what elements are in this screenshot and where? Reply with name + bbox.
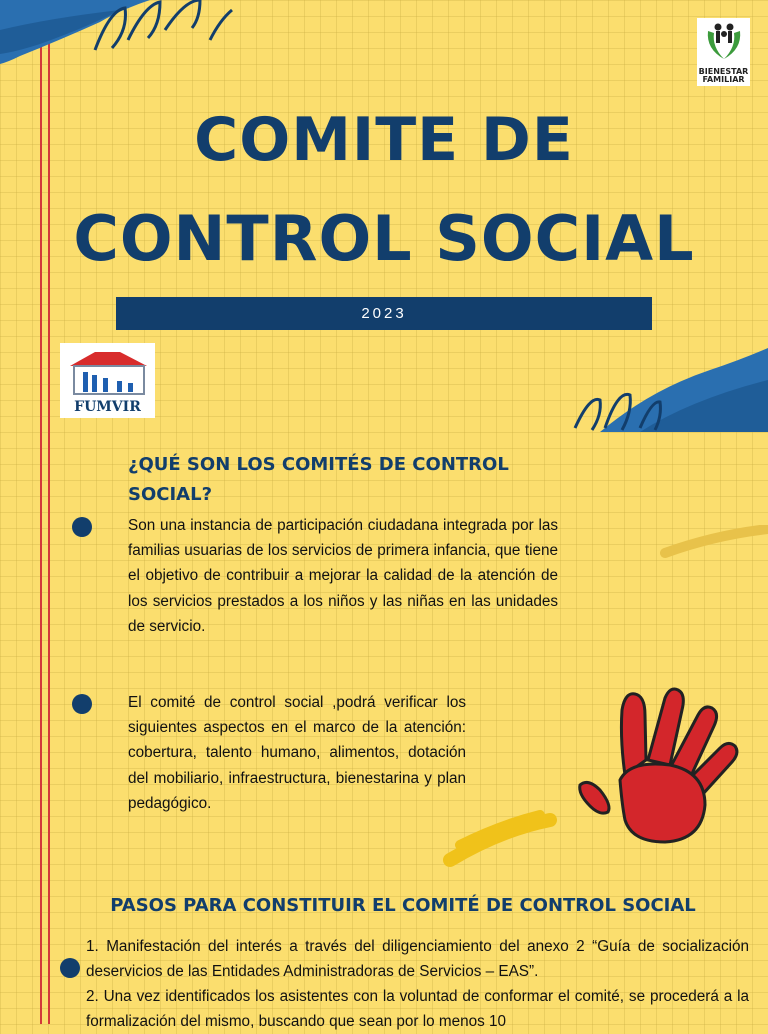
hand-icon xyxy=(570,680,750,860)
year-banner: 2023 xyxy=(116,297,652,330)
section1-heading-line2: SOCIAL? xyxy=(128,484,213,505)
definition-paragraph: Son una instancia de participación ciudadana integrada por las familias usuarias de los servicios de primera infancia, que tiene el objetivo de contribuir a mejorar la calidad de la atención de los servicios prestados a los niños y las niñas en las unidades de servicio. xyxy=(128,517,558,635)
fumvir-logo-text: FUMVIR xyxy=(74,399,141,415)
bullet-dot xyxy=(60,958,80,978)
bienestar-logo-line2: FAMILIAR xyxy=(702,75,745,84)
scribble-decoration xyxy=(655,525,768,565)
step-item: 2. Una vez identificados los asistentes con la voluntad de conformar el comité, se procederá a la formalización del mismo, buscando que sean por lo menos 10 xyxy=(86,988,749,1030)
step-item: 1. Manifestación del interés a través del diligenciamiento del anexo 2 “Guía de socialización deservicios de las Entidades Administradoras de Servicios – EAS”. xyxy=(86,938,749,980)
brush-stroke-top xyxy=(0,0,260,80)
scribble-decoration-lower xyxy=(440,800,560,870)
bienestar-logo-line1: BIENESTAR xyxy=(698,67,749,76)
section1-heading-line1: ¿QUÉ SON LOS COMITÉS DE CONTROL xyxy=(128,454,509,475)
bullet-dot xyxy=(72,694,92,714)
verification-paragraph: El comité de control social ,podrá verificar los siguientes aspectos en el marco de la atención: cobertura, talento humano, alimentos, dotación del mobiliario, infraestructura, bienestarina y plan pedagógico. xyxy=(128,694,466,812)
section2-heading: PASOS PARA CONSTITUIR EL COMITÉ DE CONTROL SOCIAL xyxy=(110,895,696,916)
page-title-line2: CONTROL SOCIAL xyxy=(73,202,695,275)
page-title-line1: COMITE DE xyxy=(194,105,574,175)
bullet-dot xyxy=(72,517,92,537)
steps-list xyxy=(86,934,749,1034)
brush-stroke-right xyxy=(560,340,768,432)
bienestar-familiar-logo xyxy=(697,18,750,86)
section1-heading xyxy=(128,450,509,510)
fumvir-logo xyxy=(60,343,155,418)
